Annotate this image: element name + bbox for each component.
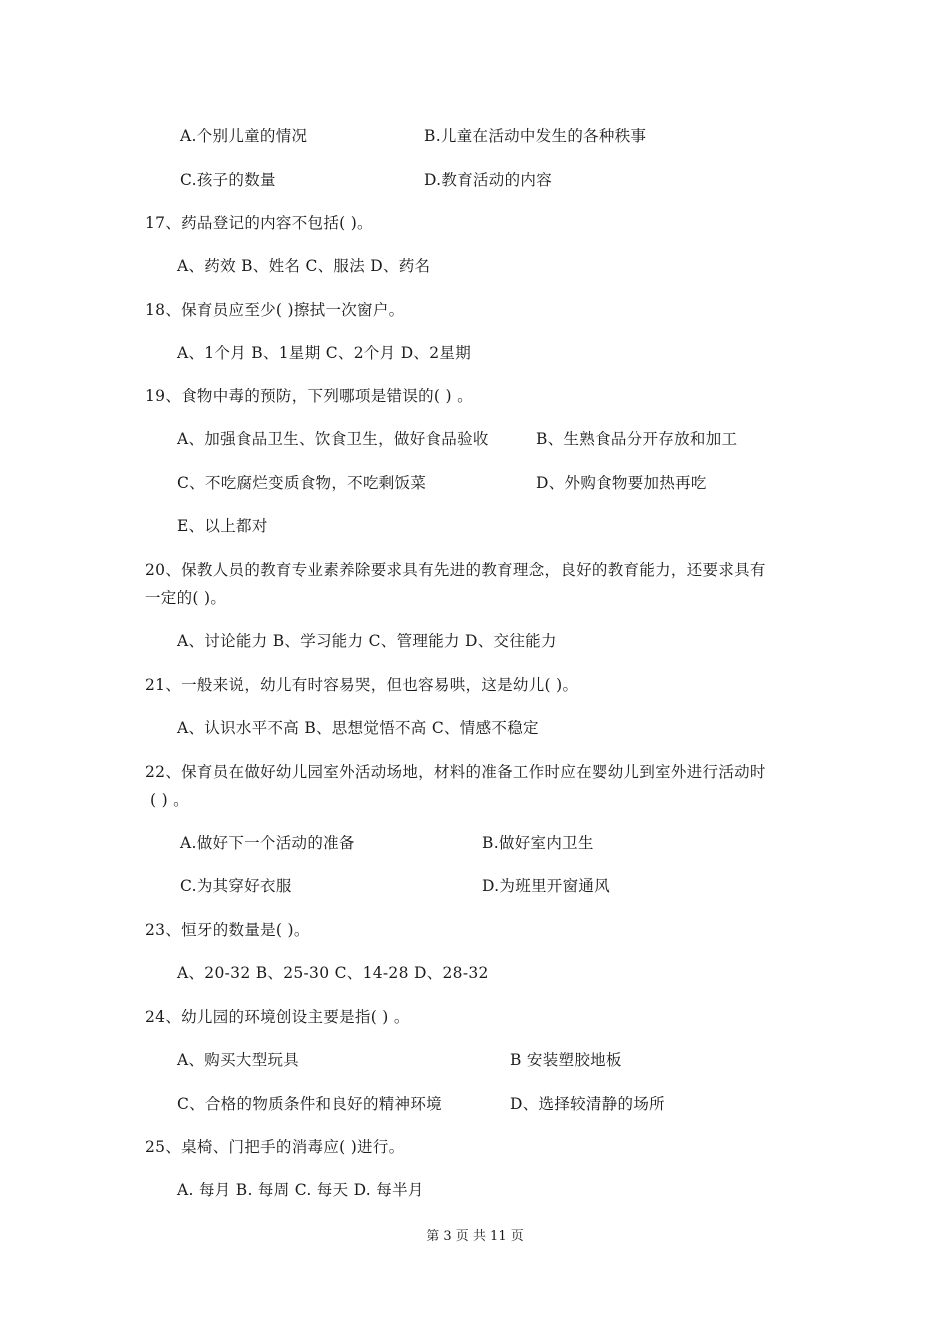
q22-option-a: A.做好下一个活动的准备 (180, 834, 355, 852)
q19-option-b: B、生熟食品分开存放和加工 (536, 430, 738, 448)
q16-option-a: A.个别儿童的情况 (180, 127, 308, 145)
q24-option-c: C、合格的物质条件和良好的精神环境 (177, 1095, 442, 1113)
q24-option-a: A、购买大型玩具 (177, 1051, 300, 1069)
q16-option-d: D.教育活动的内容 (424, 171, 553, 189)
q16-option-b: B.儿童在活动中发生的各种秩事 (424, 127, 647, 145)
q22-option-c: C.为其穿好衣服 (180, 877, 292, 895)
q23-question: 23、恒牙的数量是( )。 (145, 921, 310, 939)
q20-question-line2: 一定的( )。 (145, 589, 227, 607)
q22-question-line1: 22、保育员在做好幼儿园室外活动场地，材料的准备工作时应在婴幼儿到室外进行活动时 (145, 763, 766, 781)
q20-question-line1: 20、保教人员的教育专业素养除要求具有先进的教育理念，良好的教育能力，还要求具有 (145, 561, 766, 579)
q21-question: 21、一般来说，幼儿有时容易哭，但也容易哄，这是幼儿( )。 (145, 676, 579, 694)
q22-option-b: B.做好室内卫生 (482, 834, 594, 852)
q21-options: A、认识水平不高 B、思想觉悟不高 C、情感不稳定 (177, 719, 539, 737)
q19-question: 19、食物中毒的预防，下列哪项是错误的( ) 。 (145, 387, 473, 405)
q20-options: A、讨论能力 B、学习能力 C、管理能力 D、交往能力 (177, 632, 557, 650)
q17-question: 17、药品登记的内容不包括( )。 (145, 214, 373, 232)
q17-options: A、药效 B、姓名 C、服法 D、药名 (177, 257, 431, 275)
q19-option-e: E、以上都对 (177, 517, 268, 535)
q16-option-c: C.孩子的数量 (180, 171, 276, 189)
q22-option-d: D.为班里开窗通风 (482, 877, 611, 895)
q24-option-b: B 安装塑胶地板 (510, 1051, 622, 1069)
q18-question: 18、保育员应至少( )擦拭一次窗户。 (145, 301, 405, 319)
q19-option-c: C、不吃腐烂变质食物，不吃剩饭菜 (177, 474, 427, 492)
q24-question: 24、幼儿园的环境创设主要是指( ) 。 (145, 1008, 410, 1026)
q18-options: A、1个月 B、1星期 C、2个月 D、2星期 (177, 344, 471, 362)
q24-option-d: D、选择较清静的场所 (510, 1095, 665, 1113)
q25-options: A. 每月 B. 每周 C. 每天 D. 每半月 (177, 1181, 424, 1199)
q19-option-a: A、加强食品卫生、饮食卫生，做好食品验收 (177, 430, 489, 448)
q22-question-line2: ( ) 。 (150, 791, 189, 809)
q23-options: A、20-32 B、25-30 C、14-28 D、28-32 (177, 964, 489, 982)
page-indicator: 第 3 页 共 11 页 (426, 1229, 524, 1244)
q19-option-d: D、外购食物要加热再吃 (536, 474, 707, 492)
q25-question: 25、桌椅、门把手的消毒应( )进行。 (145, 1138, 405, 1156)
